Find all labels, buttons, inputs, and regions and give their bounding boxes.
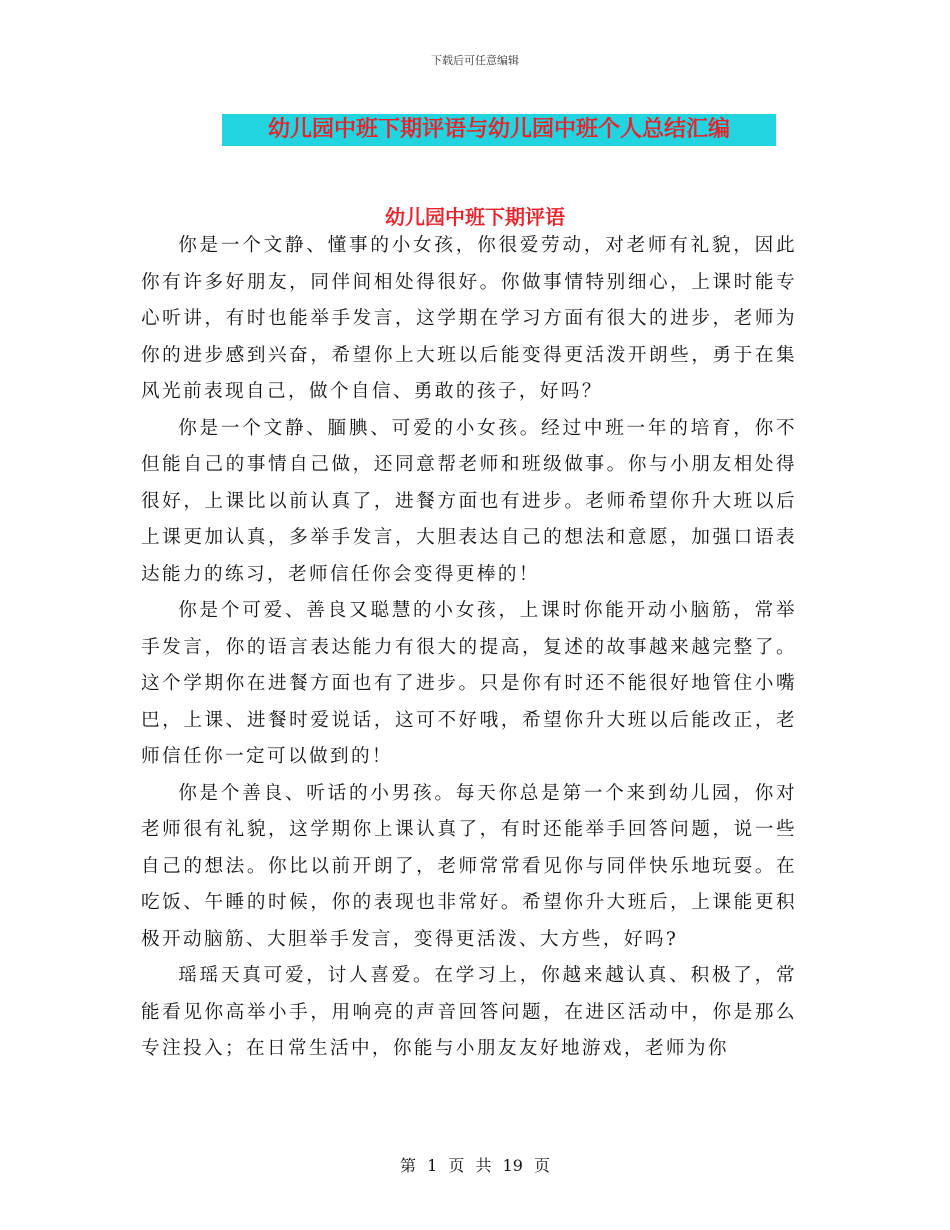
paragraph: 你是个可爱、善良又聪慧的小女孩，上课时你能开动小脑筋，常举手发言，你的语言表达能力有很大的提高，复述的故事越来越完整了。这个学期你在进餐方面也有了进步。只是你有时还不能很好地管住小嘴巴，上课、进餐时爱说话，这可不好哦，希望你升大班以后能改正，老师信任你一定可以做到的！ (141, 600, 797, 767)
document-title: 幼儿园中班下期评语与幼儿园中班个人总结汇编 (267, 117, 730, 142)
document-body (141, 228, 797, 1068)
document-title-highlight (222, 114, 776, 146)
section-title: 幼儿园中班下期评语 (385, 205, 565, 229)
paragraph: 你是个善良、听话的小男孩。每天你总是第一个来到幼儿园，你对老师很有礼貌，这学期你上课认真了，有时还能举手回答问题，说一些自己的想法。你比以前开朗了，老师常常看见你与同伴快乐地玩耍。在吃饭、午睡的时候，你的表现也非常好。希望你升大班后，上课能更积极开动脑筋、大胆举手发言，变得更活泼、大方些，好吗? (141, 782, 797, 950)
header-note: 下载后可任意编辑 (431, 54, 519, 67)
page-footer: 第 1 页 共 19 页 (400, 1156, 550, 1175)
paragraph: 你是一个文静、腼腆、可爱的小女孩。经过中班一年的培育，你不但能自己的事情自己做，还同意帮老师和班级做事。你与小朋友相处得很好，上课比以前认真了，进餐方面也有进步。老师希望你升大班以后上课更加认真，多举手发言，大胆表达自己的想法和意愿，加强口语表达能力的练习，老师信任你会变得更棒的！ (141, 417, 797, 585)
paragraph: 瑶瑶天真可爱，讨人喜爱。在学习上，你越来越认真、积极了，常能看见你高举小手，用响亮的声音回答问题，在进区活动中，你是那么专注投入；在日常生活中，你能与小朋友友好地游戏，老师为你 (141, 965, 797, 1059)
paragraph: 你是一个文静、懂事的小女孩，你很爱劳动，对老师有礼貌，因此你有许多好朋友，同伴间相处得很好。你做事情特别细心，上课时能专心听讲，有时也能举手发言，这学期在学习方面有很大的进步，老师为你的进步感到兴奋，希望你上大班以后能变得更活泼开朗些，勇于在集风光前表现自己，做个自信、勇敢的孩子，好吗？ (141, 235, 797, 402)
